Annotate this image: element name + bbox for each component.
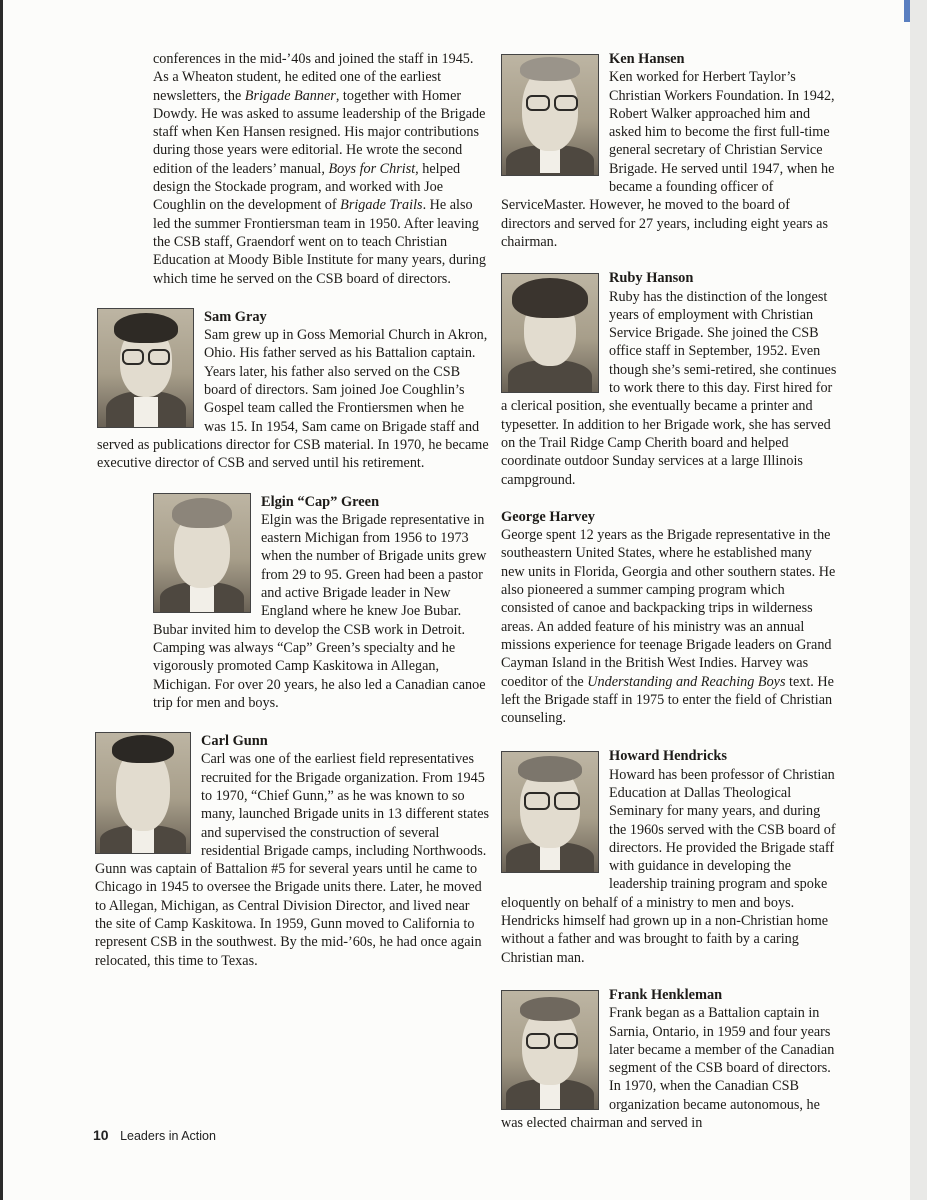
entry-george-harvey bbox=[501, 508, 837, 728]
bio-elgin-green: Elgin was the Brigade representative in eastern Michigan from 1956 to 1973 when the number of Brigade units grew from 29 to 95. Green had been a pastor and active Brigade leader in New England where he knew Joe Bubar. Bubar invited him to develop the CSB work in Detroit. Camping was always “Cap” Green’s specialty and he vigorously promoted Camp Kaskitowa in Allegan, Michigan. For over 20 years, he also led a Canadian canoe trip for men and boys. bbox=[153, 511, 487, 711]
page-footer bbox=[93, 1127, 216, 1143]
entry-howard-hendricks bbox=[501, 747, 837, 967]
intro-entry bbox=[153, 50, 489, 288]
entry-frank-henkleman bbox=[501, 986, 837, 1132]
bio-sam-gray: Sam grew up in Goss Memorial Church in Akron, Ohio. His father served as his Battalion captain. Years later, his father also served on the CSB board of directors. Sam joined Joe Coughlin’s Gospel team called the Frontiersmen when he was 15. In 1954, Sam came on Brigade staff and served as publications director for CSB material. In 1970, he became executive director of CSB and served until his retirement. bbox=[97, 327, 489, 472]
name-carl-gunn: Carl Gunn bbox=[201, 733, 268, 750]
portrait-photo-ruby-hanson bbox=[501, 273, 599, 393]
brigade-banner-title: Brigade Banner bbox=[244, 87, 336, 104]
page-edge-mark bbox=[904, 0, 910, 22]
bio-ken-hansen: Ken worked for Herbert Taylor’s Christian Workers Foundation. In 1942, Robert Walker approached him and asked him to become the first full-time general secretary of Christian Service Brigade. He served until 1947, when he became a founding officer of ServiceMaster. However, he moved to the board of directors and served for 27 years, including eight years as chairman. bbox=[501, 69, 835, 250]
name-ken-hansen: Ken Hansen bbox=[609, 51, 685, 67]
portrait-photo-frank-henkleman bbox=[501, 990, 599, 1110]
entry-elgin-green bbox=[153, 493, 489, 713]
name-george-harvey: George Harvey bbox=[501, 508, 595, 525]
portrait-photo-howard-hendricks bbox=[501, 751, 599, 873]
entry-ken-hansen bbox=[501, 50, 837, 251]
brigade-trails-title: Brigade Trails bbox=[340, 197, 423, 214]
section-name: Leaders in Action bbox=[120, 1129, 216, 1143]
name-sam-gray: Sam Gray bbox=[204, 308, 267, 325]
bio-frank-henkleman: Frank began as a Battalion captain in Sarnia, Ontario, in 1959 and four years later became a member of the Canadian segment of the CSB board of directors. In 1970, when the Canadian CSB organization became autonomous, he was elected chairman and served in bbox=[501, 1005, 835, 1132]
bio-carl-gunn: Carl was one of the earliest field representatives recruited for the Brigade organization. From 1945 to 1970, “Chief Gunn,” as he was known to so many, launched Brigade units in 13 different states and supervised the construction of several residential Brigade camps, including Northwoods. Gunn was captain of Battalion #5 for several years until he came to Chicago in 1945 to oversee the Brigade units there. Later, he moved to Allegan, Michigan, as Central Division Director, and lived near the site of Camp Kaskitowa. In 1959, Gunn moved to California to represent CSB in the southwest. By the mid-’60s, he had once again relocated, this time to Texas. bbox=[95, 751, 490, 969]
understanding-and-reaching-boys-title: Understanding and Reaching Boys bbox=[587, 673, 786, 690]
name-ruby-hanson: Ruby Hanson bbox=[609, 270, 694, 287]
name-frank-henkleman: Frank Henkleman bbox=[609, 986, 723, 1003]
bio-george-harvey: George spent 12 years as the Brigade representative in the southeastern United States, where he established many new units in Florida, Georgia and other southern states. He also pioneered a summer camping program which consisted of canoe and backpacking trips in wilderness areas. An added feature of his ministry was an annual missions experience for teenage Brigade leaders on Grand Cayman Island in the British West Indies. Harvey was coeditor of the Understanding and Reaching Boys text. He left the Brigade staff in 1975 to enter the field of Christian counseling. bbox=[501, 527, 836, 727]
intro-text: conferences in the mid-’40s and joined the staff in 1945. As a Wheaton student, he edited one of the earliest newsletters, the Brigade Banner, together with Homer Dowdy. He was asked to assume leadership of the Brigade staff when Ken Hansen resigned. His major contributions during those years were editorial. He wrote the second edition of the leaders’ manual, Boys for Christ, helped design the Stockade program, and worked with Joe Coughlin on the development of Brigade Trails. He also led the summer Frontiersman team in 1950. After leaving the CSB staff, Graendorf went on to teach Christian Education at Moody Bible Institute for many years, during which time he served on the CSB board of directors. bbox=[153, 51, 486, 287]
name-howard-hendricks: Howard Hendricks bbox=[609, 748, 727, 765]
entry-sam-gray bbox=[97, 308, 489, 473]
boys-for-christ-title: Boys for Christ bbox=[328, 160, 416, 177]
bio-ruby-hanson: Ruby has the distinction of the longest years of employment with Christian Service Brigade. She joined the CSB office staff in September, 1952. Even though she’s semi-retired, she continues to work there to this day. First hired for a clerical position, she eventually became a printer and typesetter. In addition to her Brigade work, she has served on the Trail Ridge Camp Cherith board and helped coordinate outdoor Sunday services at a large Illinois campground. bbox=[501, 288, 837, 488]
entry-ruby-hanson bbox=[501, 269, 837, 489]
portrait-photo-elgin-green bbox=[153, 493, 251, 613]
portrait-photo-carl-gunn bbox=[95, 732, 191, 854]
page-number: 10 bbox=[93, 1127, 109, 1143]
name-elgin-green: Elgin “Cap” Green bbox=[261, 493, 380, 510]
portrait-photo-ken-hansen bbox=[501, 54, 599, 176]
left-column bbox=[95, 50, 490, 970]
right-column bbox=[501, 50, 837, 1132]
entry-carl-gunn bbox=[95, 732, 489, 970]
portrait-photo-sam-gray bbox=[97, 308, 194, 428]
bio-howard-hendricks: Howard has been professor of Christian Education at Dallas Theological Seminary for many years, and during the 1960s served with the CSB board of directors. He provided the Brigade staff with guidance in developing the leadership training program and spoke eloquently on behalf of a ministry to men and boys. Hendricks himself had grown up in a non-Christian home without a father and was brought to faith by a caring Christian man. bbox=[501, 766, 836, 966]
